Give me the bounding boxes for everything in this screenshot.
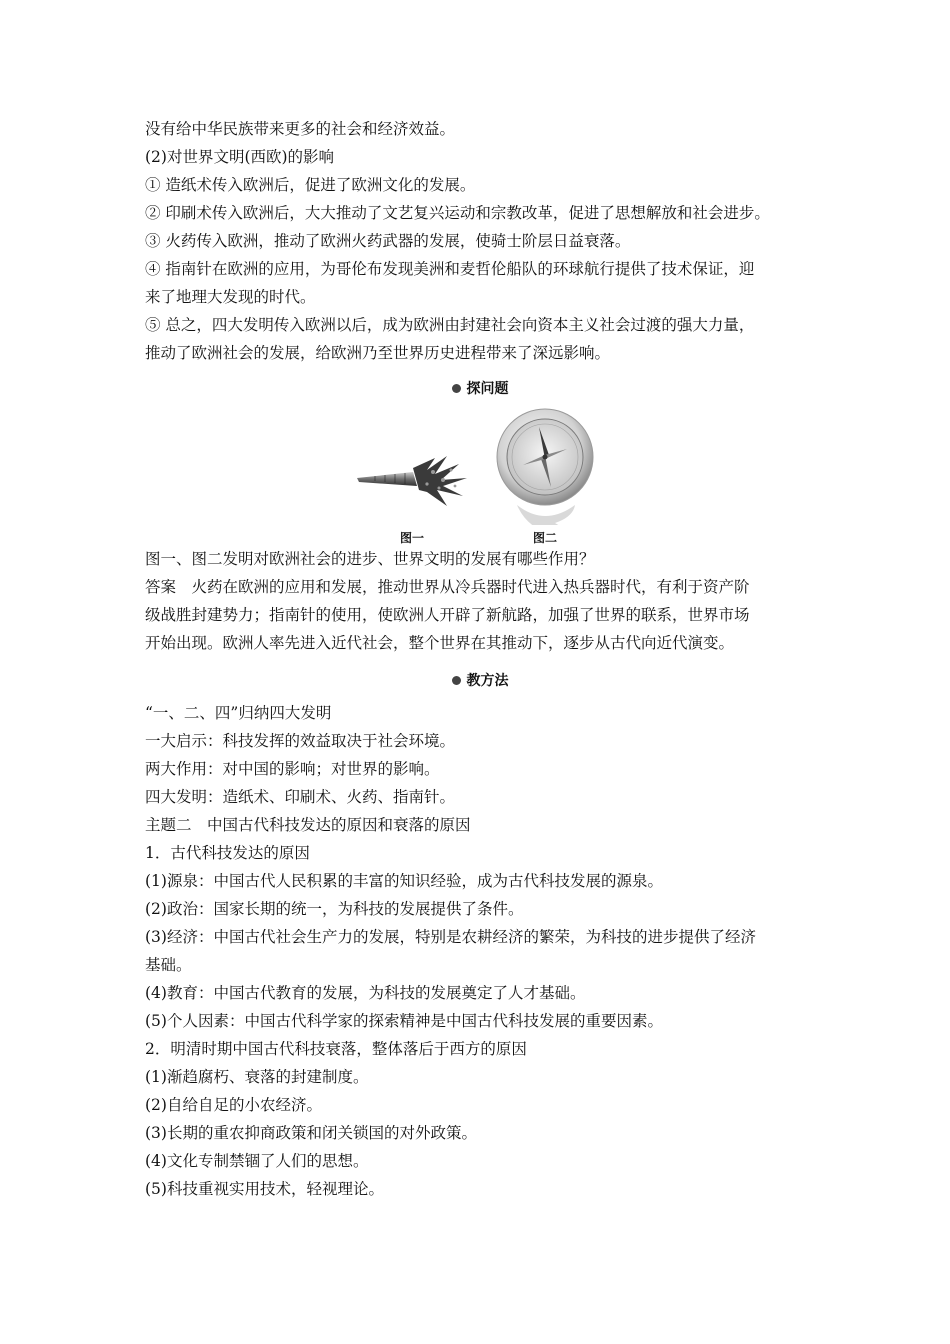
text-line: ① 造纸术传入欧洲后，促进了欧洲文化的发展。 xyxy=(145,176,476,194)
question-text: 图一、图二发明对欧洲社会的进步、世界文明的发展有哪些作用？ xyxy=(145,550,595,568)
text-line: ⑤ 总之，四大发明传入欧洲以后，成为欧洲由封建社会向资本主义社会过渡的强大力量， xyxy=(145,316,755,334)
text-line: (1)渐趋腐朽、衰落的封建制度。 xyxy=(145,1068,369,1086)
text-line: (2)政治：国家长期的统一，为科技的发展提供了条件。 xyxy=(145,900,524,918)
text-line: ③ 火药传入欧洲，推动了欧洲火药武器的发展，使骑士阶层日益衰落。 xyxy=(145,232,631,250)
heading-text: 探问题 xyxy=(466,381,509,397)
section-world-influence xyxy=(145,115,815,367)
text-line: (4)文化专制禁锢了人们的思想。 xyxy=(145,1152,369,1170)
figures xyxy=(145,405,815,545)
question-answer xyxy=(145,545,815,657)
figure1-label: 图一 xyxy=(400,531,425,545)
text-line: 两大作用：对中国的影响；对世界的影响。 xyxy=(145,760,440,778)
text-line: ④ 指南针在欧洲的应用，为哥伦布发现美洲和麦哲伦船队的环球航行提供了技术保证，迎 xyxy=(145,260,755,278)
text-line: “一、二、四”归纳四大发明 xyxy=(145,704,332,722)
text-line: 1．古代科技发达的原因 xyxy=(145,844,310,862)
text-line: 四大发明：造纸术、印刷术、火药、指南针。 xyxy=(145,788,456,806)
bullet-icon xyxy=(452,676,461,685)
text-line: (3)经济：中国古代社会生产力的发展，特别是农耕经济的繁荣，为科技的进步提供了经济 xyxy=(145,928,756,946)
text-line: 2．明清时期中国古代科技衰落，整体落后于西方的原因 xyxy=(145,1040,527,1058)
answer-line: 开始出现。欧洲人率先进入近代社会，整个世界在其推动下，逐步从古代向近代演变。 xyxy=(145,634,735,652)
text-line: (5)科技重视实用技术，轻视理论。 xyxy=(145,1180,384,1198)
text-line: (1)源泉：中国古代人民积累的丰富的知识经验，成为古代科技发展的源泉。 xyxy=(145,872,663,890)
heading-text: 教方法 xyxy=(466,673,509,689)
text-line: 一大启示：科技发挥的效益取决于社会环境。 xyxy=(145,732,456,750)
section-heading-tanwenti xyxy=(145,373,815,405)
compass-image xyxy=(495,405,595,525)
text-line: (2)对世界文明(西欧)的影响 xyxy=(145,148,335,166)
section-jiaofangfa xyxy=(145,699,815,1203)
text-line: 推动了欧洲社会的发展，给欧洲乃至世界历史进程带来了深远影响。 xyxy=(145,344,611,362)
section-heading-jiaofangfa xyxy=(145,665,815,697)
text-line: ② 印刷术传入欧洲后，大大推动了文艺复兴运动和宗教改革，促进了思想解放和社会进步。 xyxy=(145,204,770,222)
bullet-icon xyxy=(452,384,461,393)
text-line: (4)教育：中国古代教育的发展，为科技的发展奠定了人才基础。 xyxy=(145,984,586,1002)
fire-lance-image xyxy=(355,450,475,510)
text-line: (2)自给自足的小农经济。 xyxy=(145,1096,322,1114)
answer-line: 答案 火药在欧洲的应用和发展，推动世界从冷兵器时代进入热兵器时代，有利于资产阶 xyxy=(145,578,750,596)
answer-line: 级战胜封建势力；指南针的使用，使欧洲人开辟了新航路，加强了世界的联系，世界市场 xyxy=(145,606,750,624)
text-line: 来了地理大发现的时代。 xyxy=(145,288,316,306)
text-line: 主题二 中国古代科技发达的原因和衰落的原因 xyxy=(145,816,471,834)
figure2-label: 图二 xyxy=(533,531,558,545)
text-line: (5)个人因素：中国古代科学家的探索精神是中国古代科技发展的重要因素。 xyxy=(145,1012,663,1030)
document-page xyxy=(145,115,815,1203)
text-line: 没有给中华民族带来更多的社会和经济效益。 xyxy=(145,120,456,138)
text-line: 基础。 xyxy=(145,956,192,974)
text-line: (3)长期的重农抑商政策和闭关锁国的对外政策。 xyxy=(145,1124,477,1142)
